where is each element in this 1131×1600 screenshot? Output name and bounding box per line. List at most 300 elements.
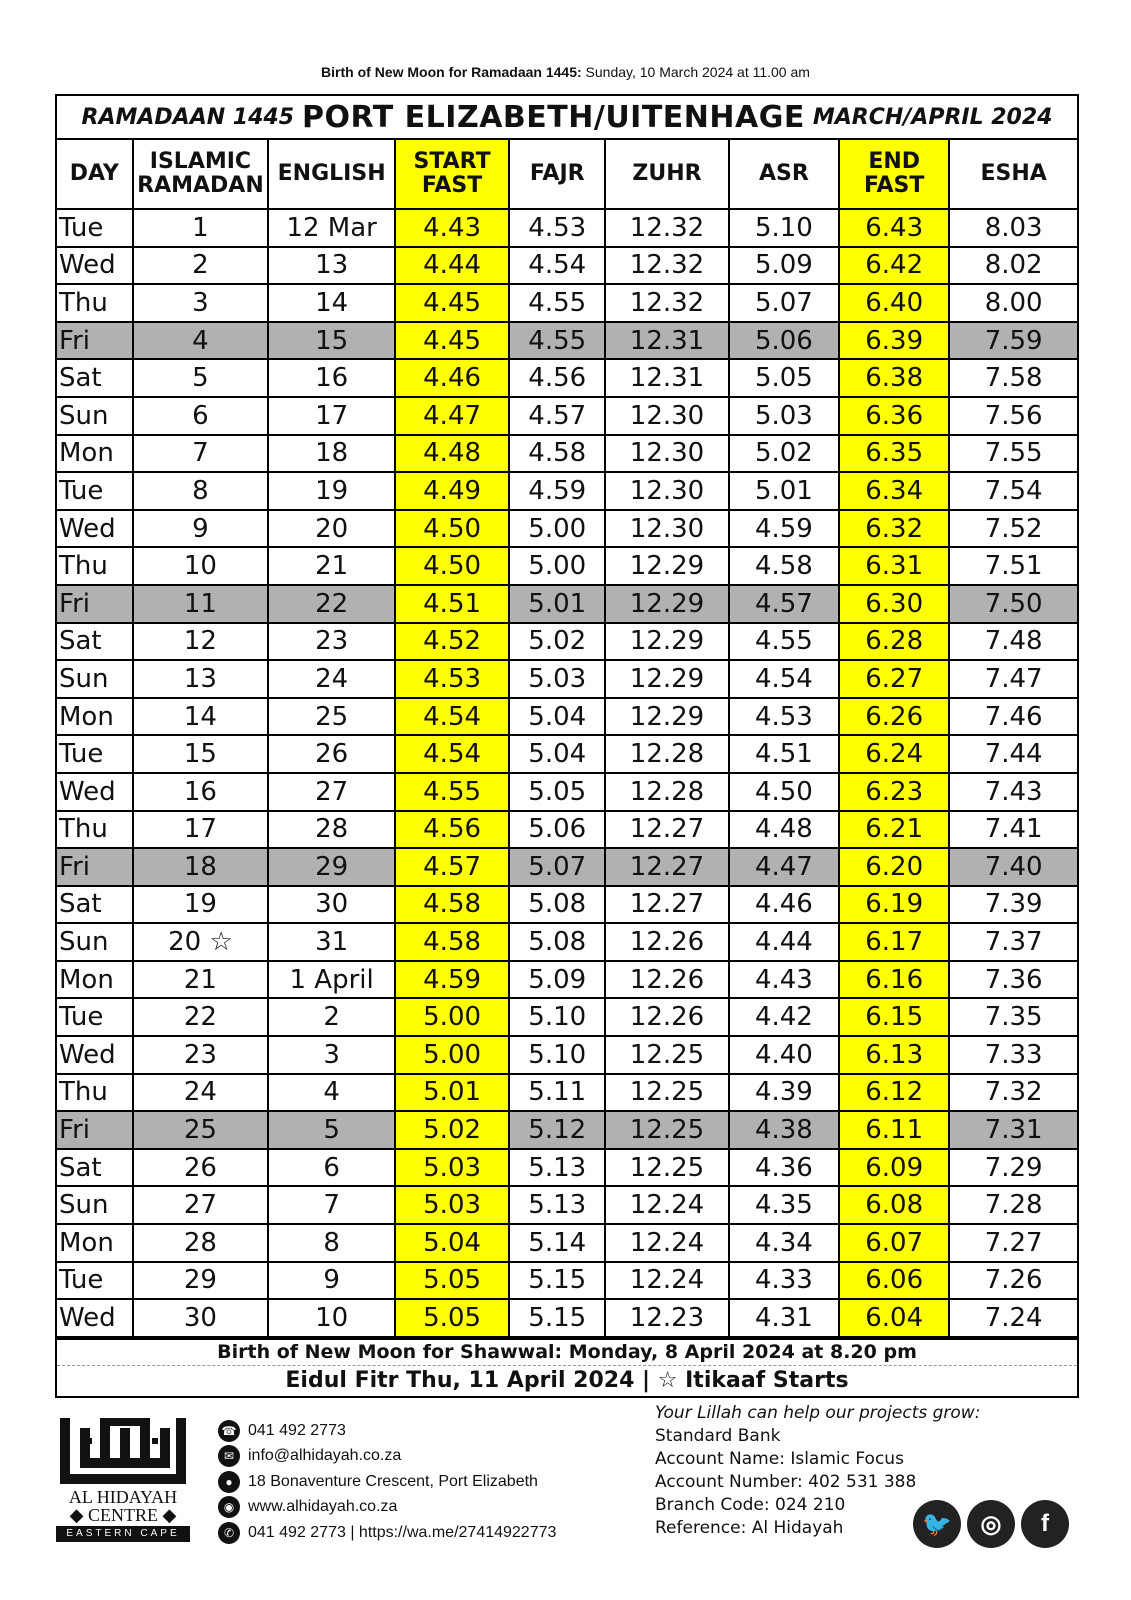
cell-asr: 5.01 [729, 472, 839, 510]
cell-end-fast: 6.04 [839, 1299, 949, 1337]
cell-fajr: 5.11 [509, 1074, 605, 1112]
cell-end-fast: 6.07 [839, 1224, 949, 1262]
cell-english: 14 [268, 284, 395, 322]
cell-english: 7 [268, 1186, 395, 1224]
bank-heading: Your Lillah can help our projects grow: [655, 1403, 981, 1423]
cell-start-fast: 4.44 [395, 247, 509, 285]
table-row [57, 397, 1077, 435]
cell-asr: 4.46 [729, 886, 839, 924]
cell-fajr: 5.07 [509, 848, 605, 886]
cell-day: Sun [57, 1186, 133, 1224]
cell-day: Thu [57, 547, 133, 585]
cell-english: 8 [268, 1224, 395, 1262]
cell-esha: 7.50 [949, 585, 1077, 623]
cell-fajr: 4.56 [509, 359, 605, 397]
cell-end-fast: 6.42 [839, 247, 949, 285]
email-icon: ✉ [218, 1445, 240, 1467]
cell-day: Tue [57, 735, 133, 773]
cell-islamic-ramadan: 22 [133, 998, 269, 1036]
table-row [57, 961, 1077, 999]
table-row [57, 923, 1077, 961]
cell-english: 1 April [268, 961, 395, 999]
top-note-label: Birth of New Moon for Ramadaan 1445: [321, 64, 582, 80]
cell-esha: 7.37 [949, 923, 1077, 961]
cell-fajr: 5.15 [509, 1262, 605, 1300]
cell-fajr: 5.00 [509, 547, 605, 585]
cell-english: 20 [268, 510, 395, 548]
cell-islamic-ramadan: 5 [133, 359, 269, 397]
cell-islamic-ramadan: 25 [133, 1111, 269, 1149]
cell-day: Mon [57, 1224, 133, 1262]
cell-english: 18 [268, 435, 395, 473]
cell-esha: 7.33 [949, 1036, 1077, 1074]
cell-day: Wed [57, 773, 133, 811]
cell-english: 26 [268, 735, 395, 773]
cell-start-fast: 4.52 [395, 623, 509, 661]
cell-islamic-ramadan: 14 [133, 698, 269, 736]
cell-end-fast: 6.11 [839, 1111, 949, 1149]
cell-zuhr: 12.25 [605, 1111, 729, 1149]
cell-zuhr: 12.29 [605, 660, 729, 698]
cell-esha: 7.59 [949, 322, 1077, 360]
al-hidayah-logo [56, 1414, 190, 1539]
cell-end-fast: 6.15 [839, 998, 949, 1036]
cell-english: 24 [268, 660, 395, 698]
table-row [57, 735, 1077, 773]
cell-islamic-ramadan: 10 [133, 547, 269, 585]
cell-start-fast: 4.45 [395, 322, 509, 360]
cell-esha: 7.46 [949, 698, 1077, 736]
cell-asr: 5.05 [729, 359, 839, 397]
cell-start-fast: 5.02 [395, 1111, 509, 1149]
cell-islamic-ramadan: 16 [133, 773, 269, 811]
contact-row[interactable] [218, 1495, 556, 1521]
cell-esha: 7.31 [949, 1111, 1077, 1149]
cell-start-fast: 4.43 [395, 209, 509, 247]
cell-esha: 7.36 [949, 961, 1077, 999]
table-header-row [57, 140, 1077, 209]
table-row [57, 284, 1077, 322]
cell-islamic-ramadan: 20 ☆ [133, 923, 269, 961]
cell-day: Tue [57, 998, 133, 1036]
cell-day: Fri [57, 322, 133, 360]
location-icon: ● [218, 1471, 240, 1493]
header-day: DAY [57, 140, 133, 209]
cell-asr: 4.58 [729, 547, 839, 585]
cell-fajr: 5.08 [509, 923, 605, 961]
title-left: RAMADAAN 1445 [81, 104, 295, 130]
contact-row[interactable] [218, 1418, 556, 1444]
cell-islamic-ramadan: 26 [133, 1149, 269, 1187]
cell-esha: 7.32 [949, 1074, 1077, 1112]
cell-english: 12 Mar [268, 209, 395, 247]
cell-islamic-ramadan: 29 [133, 1262, 269, 1300]
cell-islamic-ramadan: 30 [133, 1299, 269, 1337]
logo-calligraphy-icon [56, 1414, 190, 1488]
cell-start-fast: 4.50 [395, 510, 509, 548]
cell-start-fast: 4.47 [395, 397, 509, 435]
cell-zuhr: 12.26 [605, 923, 729, 961]
cell-english: 2 [268, 998, 395, 1036]
cell-islamic-ramadan: 1 [133, 209, 269, 247]
cell-asr: 4.36 [729, 1149, 839, 1187]
cell-esha: 7.28 [949, 1186, 1077, 1224]
contact-row[interactable] [218, 1444, 556, 1470]
cell-english: 23 [268, 623, 395, 661]
cell-start-fast: 5.01 [395, 1074, 509, 1112]
table-row [57, 886, 1077, 924]
cell-zuhr: 12.30 [605, 472, 729, 510]
cell-start-fast: 4.54 [395, 698, 509, 736]
cell-fajr: 4.55 [509, 284, 605, 322]
contact-row[interactable] [218, 1520, 556, 1546]
cell-english: 4 [268, 1074, 395, 1112]
table-row [57, 1262, 1077, 1300]
table-row [57, 848, 1077, 886]
cell-end-fast: 6.43 [839, 209, 949, 247]
top-note-value: Sunday, 10 March 2024 at 11.00 am [585, 64, 810, 80]
timetable-title [57, 96, 1077, 140]
cell-islamic-ramadan: 4 [133, 322, 269, 360]
table-row [57, 322, 1077, 360]
cell-fajr: 4.55 [509, 322, 605, 360]
cell-esha: 7.52 [949, 510, 1077, 548]
cell-day: Fri [57, 848, 133, 886]
cell-fajr: 5.04 [509, 698, 605, 736]
cell-english: 30 [268, 886, 395, 924]
cell-english: 9 [268, 1262, 395, 1300]
cell-islamic-ramadan: 17 [133, 811, 269, 849]
cell-asr: 4.38 [729, 1111, 839, 1149]
cell-islamic-ramadan: 23 [133, 1036, 269, 1074]
cell-zuhr: 12.25 [605, 1149, 729, 1187]
phone-icon: ☎ [218, 1420, 240, 1442]
cell-islamic-ramadan: 19 [133, 886, 269, 924]
cell-esha: 7.29 [949, 1149, 1077, 1187]
web-icon: ◉ [218, 1496, 240, 1518]
cell-end-fast: 6.36 [839, 397, 949, 435]
cell-asr: 5.06 [729, 322, 839, 360]
cell-fajr: 4.54 [509, 247, 605, 285]
cell-end-fast: 6.40 [839, 284, 949, 322]
cell-english: 10 [268, 1299, 395, 1337]
cell-zuhr: 12.30 [605, 397, 729, 435]
cell-islamic-ramadan: 7 [133, 435, 269, 473]
cell-asr: 4.31 [729, 1299, 839, 1337]
cell-day: Wed [57, 247, 133, 285]
cell-esha: 7.47 [949, 660, 1077, 698]
cell-fajr: 5.12 [509, 1111, 605, 1149]
header-asr: ASR [729, 140, 839, 209]
table-row [57, 660, 1077, 698]
title-center: PORT ELIZABETH/UITENHAGE [302, 99, 805, 135]
cell-end-fast: 6.24 [839, 735, 949, 773]
cell-fajr: 5.00 [509, 510, 605, 548]
cell-day: Tue [57, 209, 133, 247]
instagram-icon[interactable]: ◎ [967, 1500, 1015, 1548]
logo-band: EASTERN CAPE [56, 1526, 190, 1542]
cell-zuhr: 12.31 [605, 359, 729, 397]
cell-asr: 4.39 [729, 1074, 839, 1112]
whatsapp-icon: ✆ [218, 1522, 240, 1544]
cell-zuhr: 12.27 [605, 886, 729, 924]
cell-zuhr: 12.24 [605, 1186, 729, 1224]
cell-start-fast: 4.59 [395, 961, 509, 999]
timetable [57, 140, 1077, 1338]
cell-end-fast: 6.09 [839, 1149, 949, 1187]
facebook-icon[interactable]: f [1021, 1500, 1069, 1548]
cell-end-fast: 6.19 [839, 886, 949, 924]
cell-start-fast: 5.04 [395, 1224, 509, 1262]
cell-zuhr: 12.24 [605, 1224, 729, 1262]
cell-day: Sat [57, 359, 133, 397]
cell-day: Sun [57, 397, 133, 435]
cell-day: Fri [57, 585, 133, 623]
cell-start-fast: 4.55 [395, 773, 509, 811]
cell-asr: 4.53 [729, 698, 839, 736]
cell-zuhr: 12.32 [605, 247, 729, 285]
cell-start-fast: 4.57 [395, 848, 509, 886]
cell-zuhr: 12.29 [605, 585, 729, 623]
bank-line: Account Name: Islamic Focus [655, 1449, 904, 1469]
cell-asr: 5.09 [729, 247, 839, 285]
cell-day: Thu [57, 811, 133, 849]
cell-esha: 7.48 [949, 623, 1077, 661]
bank-line: Branch Code: 024 210 [655, 1495, 846, 1515]
shawwal-note: Birth of New Moon for Shawwal: Monday, 8 April 2024 at 8.20 pm [57, 1338, 1077, 1366]
cell-start-fast: 4.45 [395, 284, 509, 322]
cell-esha: 7.39 [949, 886, 1077, 924]
cell-asr: 4.43 [729, 961, 839, 999]
contact-text: 041 492 2773 | https://wa.me/27414922773 [248, 1523, 557, 1541]
cell-day: Sat [57, 1149, 133, 1187]
cell-end-fast: 6.38 [839, 359, 949, 397]
cell-fajr: 5.01 [509, 585, 605, 623]
table-row [57, 1036, 1077, 1074]
cell-zuhr: 12.29 [605, 623, 729, 661]
cell-english: 21 [268, 547, 395, 585]
table-row [57, 1074, 1077, 1112]
contact-text: 041 492 2773 [248, 1421, 346, 1439]
cell-day: Sun [57, 923, 133, 961]
table-row [57, 472, 1077, 510]
cell-english: 28 [268, 811, 395, 849]
bank-line: Account Number: 402 531 388 [655, 1472, 917, 1492]
cell-day: Thu [57, 1074, 133, 1112]
table-row [57, 698, 1077, 736]
cell-end-fast: 6.23 [839, 773, 949, 811]
twitter-icon[interactable]: 🐦 [913, 1500, 961, 1548]
cell-esha: 7.35 [949, 998, 1077, 1036]
cell-english: 29 [268, 848, 395, 886]
cell-esha: 7.54 [949, 472, 1077, 510]
cell-end-fast: 6.39 [839, 322, 949, 360]
table-row [57, 1186, 1077, 1224]
header-start-fast: START FAST [395, 140, 509, 209]
cell-zuhr: 12.31 [605, 322, 729, 360]
cell-start-fast: 5.00 [395, 998, 509, 1036]
cell-asr: 4.50 [729, 773, 839, 811]
cell-asr: 4.57 [729, 585, 839, 623]
cell-day: Sat [57, 886, 133, 924]
table-row [57, 1224, 1077, 1262]
cell-end-fast: 6.16 [839, 961, 949, 999]
cell-zuhr: 12.28 [605, 735, 729, 773]
cell-zuhr: 12.32 [605, 284, 729, 322]
title-right: MARCH/APRIL 2024 [812, 104, 1053, 130]
table-row [57, 623, 1077, 661]
cell-esha: 7.51 [949, 547, 1077, 585]
cell-asr: 4.54 [729, 660, 839, 698]
cell-end-fast: 6.28 [839, 623, 949, 661]
cell-esha: 7.41 [949, 811, 1077, 849]
table-row [57, 247, 1077, 285]
cell-asr: 4.47 [729, 848, 839, 886]
cell-asr: 5.07 [729, 284, 839, 322]
bank-line: Standard Bank [655, 1426, 781, 1446]
cell-fajr: 4.58 [509, 435, 605, 473]
cell-zuhr: 12.29 [605, 698, 729, 736]
cell-end-fast: 6.35 [839, 435, 949, 473]
cell-start-fast: 5.05 [395, 1262, 509, 1300]
cell-esha: 7.43 [949, 773, 1077, 811]
cell-end-fast: 6.17 [839, 923, 949, 961]
cell-fajr: 4.53 [509, 209, 605, 247]
cell-zuhr: 12.32 [605, 209, 729, 247]
cell-zuhr: 12.28 [605, 773, 729, 811]
cell-esha: 7.44 [949, 735, 1077, 773]
cell-fajr: 4.57 [509, 397, 605, 435]
cell-esha: 7.40 [949, 848, 1077, 886]
cell-esha: 7.27 [949, 1224, 1077, 1262]
cell-zuhr: 12.26 [605, 998, 729, 1036]
cell-english: 16 [268, 359, 395, 397]
cell-asr: 5.03 [729, 397, 839, 435]
cell-islamic-ramadan: 2 [133, 247, 269, 285]
cell-day: Sat [57, 623, 133, 661]
cell-fajr: 5.10 [509, 998, 605, 1036]
cell-english: 17 [268, 397, 395, 435]
cell-start-fast: 4.49 [395, 472, 509, 510]
cell-day: Mon [57, 961, 133, 999]
cell-day: Fri [57, 1111, 133, 1149]
cell-start-fast: 4.56 [395, 811, 509, 849]
cell-end-fast: 6.30 [839, 585, 949, 623]
contact-row[interactable] [218, 1469, 556, 1495]
cell-start-fast: 4.58 [395, 923, 509, 961]
table-row [57, 1149, 1077, 1187]
timetable-sheet [55, 94, 1079, 1398]
contact-text: info@alhidayah.co.za [248, 1447, 402, 1465]
cell-asr: 4.55 [729, 623, 839, 661]
cell-start-fast: 4.46 [395, 359, 509, 397]
cell-zuhr: 12.24 [605, 1262, 729, 1300]
cell-fajr: 5.10 [509, 1036, 605, 1074]
table-row [57, 998, 1077, 1036]
cell-day: Tue [57, 472, 133, 510]
cell-zuhr: 12.26 [605, 961, 729, 999]
top-moon-note [0, 64, 1131, 80]
cell-day: Thu [57, 284, 133, 322]
cell-end-fast: 6.32 [839, 510, 949, 548]
cell-fajr: 5.03 [509, 660, 605, 698]
cell-fajr: 5.04 [509, 735, 605, 773]
contact-text: www.alhidayah.co.za [248, 1498, 398, 1516]
cell-end-fast: 6.20 [839, 848, 949, 886]
cell-zuhr: 12.23 [605, 1299, 729, 1337]
cell-asr: 4.59 [729, 510, 839, 548]
table-row [57, 209, 1077, 247]
cell-zuhr: 12.27 [605, 848, 729, 886]
cell-islamic-ramadan: 12 [133, 623, 269, 661]
cell-start-fast: 4.54 [395, 735, 509, 773]
header-esha: ESHA [949, 140, 1077, 209]
cell-fajr: 5.14 [509, 1224, 605, 1262]
cell-islamic-ramadan: 18 [133, 848, 269, 886]
cell-asr: 4.33 [729, 1262, 839, 1300]
cell-start-fast: 4.48 [395, 435, 509, 473]
cell-asr: 4.40 [729, 1036, 839, 1074]
cell-islamic-ramadan: 13 [133, 660, 269, 698]
cell-start-fast: 5.03 [395, 1149, 509, 1187]
cell-zuhr: 12.30 [605, 510, 729, 548]
table-row [57, 359, 1077, 397]
cell-esha: 8.02 [949, 247, 1077, 285]
cell-day: Tue [57, 1262, 133, 1300]
table-row [57, 1111, 1077, 1149]
cell-english: 25 [268, 698, 395, 736]
cell-end-fast: 6.12 [839, 1074, 949, 1112]
cell-end-fast: 6.26 [839, 698, 949, 736]
cell-esha: 8.03 [949, 209, 1077, 247]
cell-esha: 7.56 [949, 397, 1077, 435]
table-row [57, 435, 1077, 473]
cell-start-fast: 4.53 [395, 660, 509, 698]
cell-islamic-ramadan: 28 [133, 1224, 269, 1262]
cell-esha: 7.55 [949, 435, 1077, 473]
cell-islamic-ramadan: 9 [133, 510, 269, 548]
header-zuhr: ZUHR [605, 140, 729, 209]
logo-name-line2: ◆ CENTRE ◆ [69, 1505, 177, 1525]
header-fajr: FAJR [509, 140, 605, 209]
cell-asr: 5.10 [729, 209, 839, 247]
cell-asr: 4.42 [729, 998, 839, 1036]
cell-asr: 4.48 [729, 811, 839, 849]
cell-fajr: 5.13 [509, 1149, 605, 1187]
bank-line: Reference: Al Hidayah [655, 1518, 844, 1538]
cell-end-fast: 6.08 [839, 1186, 949, 1224]
table-row [57, 510, 1077, 548]
cell-fajr: 5.08 [509, 886, 605, 924]
cell-start-fast: 4.51 [395, 585, 509, 623]
cell-islamic-ramadan: 11 [133, 585, 269, 623]
cell-asr: 5.02 [729, 435, 839, 473]
cell-fajr: 5.02 [509, 623, 605, 661]
cell-zuhr: 12.25 [605, 1074, 729, 1112]
cell-esha: 7.26 [949, 1262, 1077, 1300]
cell-english: 6 [268, 1149, 395, 1187]
cell-end-fast: 6.27 [839, 660, 949, 698]
header-end-fast: END FAST [839, 140, 949, 209]
cell-zuhr: 12.30 [605, 435, 729, 473]
table-row [57, 1299, 1077, 1337]
cell-asr: 4.34 [729, 1224, 839, 1262]
cell-english: 27 [268, 773, 395, 811]
cell-asr: 4.51 [729, 735, 839, 773]
cell-start-fast: 5.00 [395, 1036, 509, 1074]
cell-day: Wed [57, 510, 133, 548]
contact-list [218, 1418, 556, 1546]
